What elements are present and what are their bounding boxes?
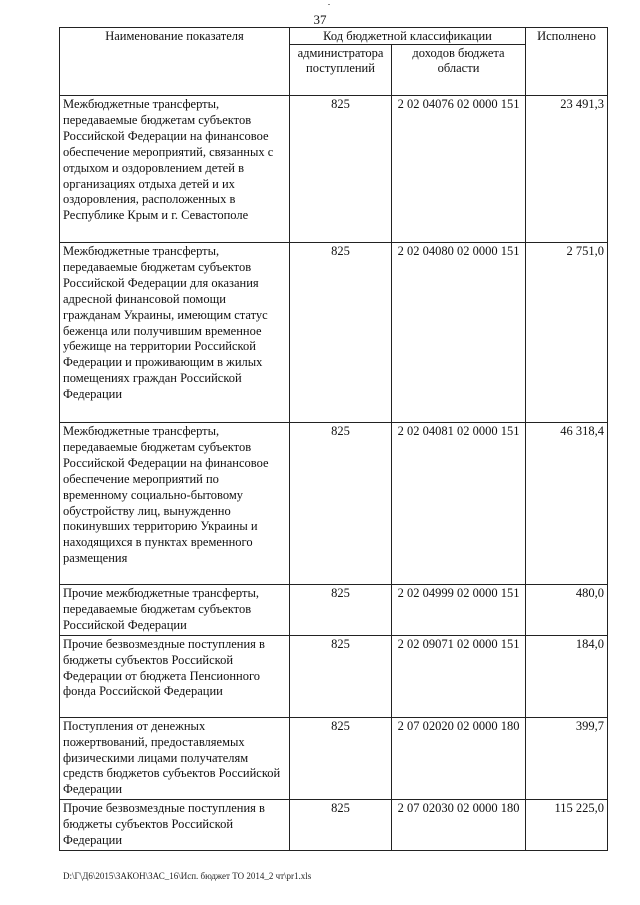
row-admin-code: 825 — [290, 800, 392, 851]
table-row — [60, 96, 608, 243]
row-executed: 2 751,0 — [526, 243, 608, 423]
row-name: Прочие межбюджетные трансферты, передаваемые бюджетам субъектов Российской Федерации — [60, 585, 290, 636]
file-path-footer: D:\Г\Д6\2015\ЗАКОН\ЗАС_16\Исп. бюджет ТО 2014_2 чт\pr1.xls — [63, 871, 312, 881]
row-admin-code: 825 — [290, 717, 392, 800]
row-executed: 480,0 — [526, 585, 608, 636]
header-name: Наименование показателя — [60, 28, 290, 96]
row-name: Поступления от денежных пожертвований, предоставляемых физическими лицами получателям средств бюджетов субъектов Российской Федерации — [60, 717, 290, 800]
budget-table — [59, 27, 608, 851]
row-admin-code: 825 — [290, 585, 392, 636]
row-admin-code: 825 — [290, 423, 392, 585]
row-income-code: 2 07 02030 02 0000 180 — [392, 800, 526, 851]
row-admin-code: 825 — [290, 243, 392, 423]
row-admin-code: 825 — [290, 635, 392, 717]
header-executed: Исполнено — [526, 28, 608, 96]
row-name: Межбюджетные трансферты, передаваемые бюджетам субъектов Российской Федерации на финансовое обеспечение мероприятий по временному социально-бытовому обустройству лиц, вынужденно покинувших территорию Украины и находящихся в пунктах временного размещения — [60, 423, 290, 585]
row-income-code: 2 07 02020 02 0000 180 — [392, 717, 526, 800]
row-income-code: 2 02 04081 02 0000 151 — [392, 423, 526, 585]
table-row — [60, 585, 608, 636]
row-executed: 23 491,3 — [526, 96, 608, 243]
row-name: Межбюджетные трансферты, передаваемые бюджетам субъектов Российской Федерации для оказания адресной финансовой помощи гражданам Украины, имеющим статус беженца или получившим временное убежище на территории Российской Федерации и проживающим в жилых помещениях граждан Российской Федерации — [60, 243, 290, 423]
row-executed: 115 225,0 — [526, 800, 608, 851]
row-income-code: 2 02 09071 02 0000 151 — [392, 635, 526, 717]
header-code-group: Код бюджетной классификации — [290, 28, 526, 45]
row-income-code: 2 02 04076 02 0000 151 — [392, 96, 526, 243]
row-executed: 399,7 — [526, 717, 608, 800]
table-row — [60, 243, 608, 423]
table-row — [60, 635, 608, 717]
row-income-code: 2 02 04999 02 0000 151 — [392, 585, 526, 636]
row-income-code: 2 02 04080 02 0000 151 — [392, 243, 526, 423]
header-income: доходов бюджета области — [392, 45, 526, 96]
scan-speck — [328, 4, 330, 5]
row-name: Прочие безвозмездные поступления в бюджеты субъектов Российской Федерации от бюджета Пенсионного фонда Российской Федерации — [60, 635, 290, 717]
page-number: 37 — [313, 12, 327, 27]
header-admin: администратора поступлений — [290, 45, 392, 96]
table-row — [60, 800, 608, 851]
row-name: Прочие безвозмездные поступления в бюджеты субъектов Российской Федерации — [60, 800, 290, 851]
row-admin-code: 825 — [290, 96, 392, 243]
row-executed: 184,0 — [526, 635, 608, 717]
table-row — [60, 423, 608, 585]
header-row-top — [60, 28, 608, 45]
row-name: Межбюджетные трансферты, передаваемые бюджетам субъектов Российской Федерации на финансовое обеспечение мероприятий, связанных с отдыхом и оздоровлением детей в организациях отдыха детей и их оздоровления, расположенных в Республике Крым и г. Севастополе — [60, 96, 290, 243]
table-row — [60, 717, 608, 800]
row-executed: 46 318,4 — [526, 423, 608, 585]
